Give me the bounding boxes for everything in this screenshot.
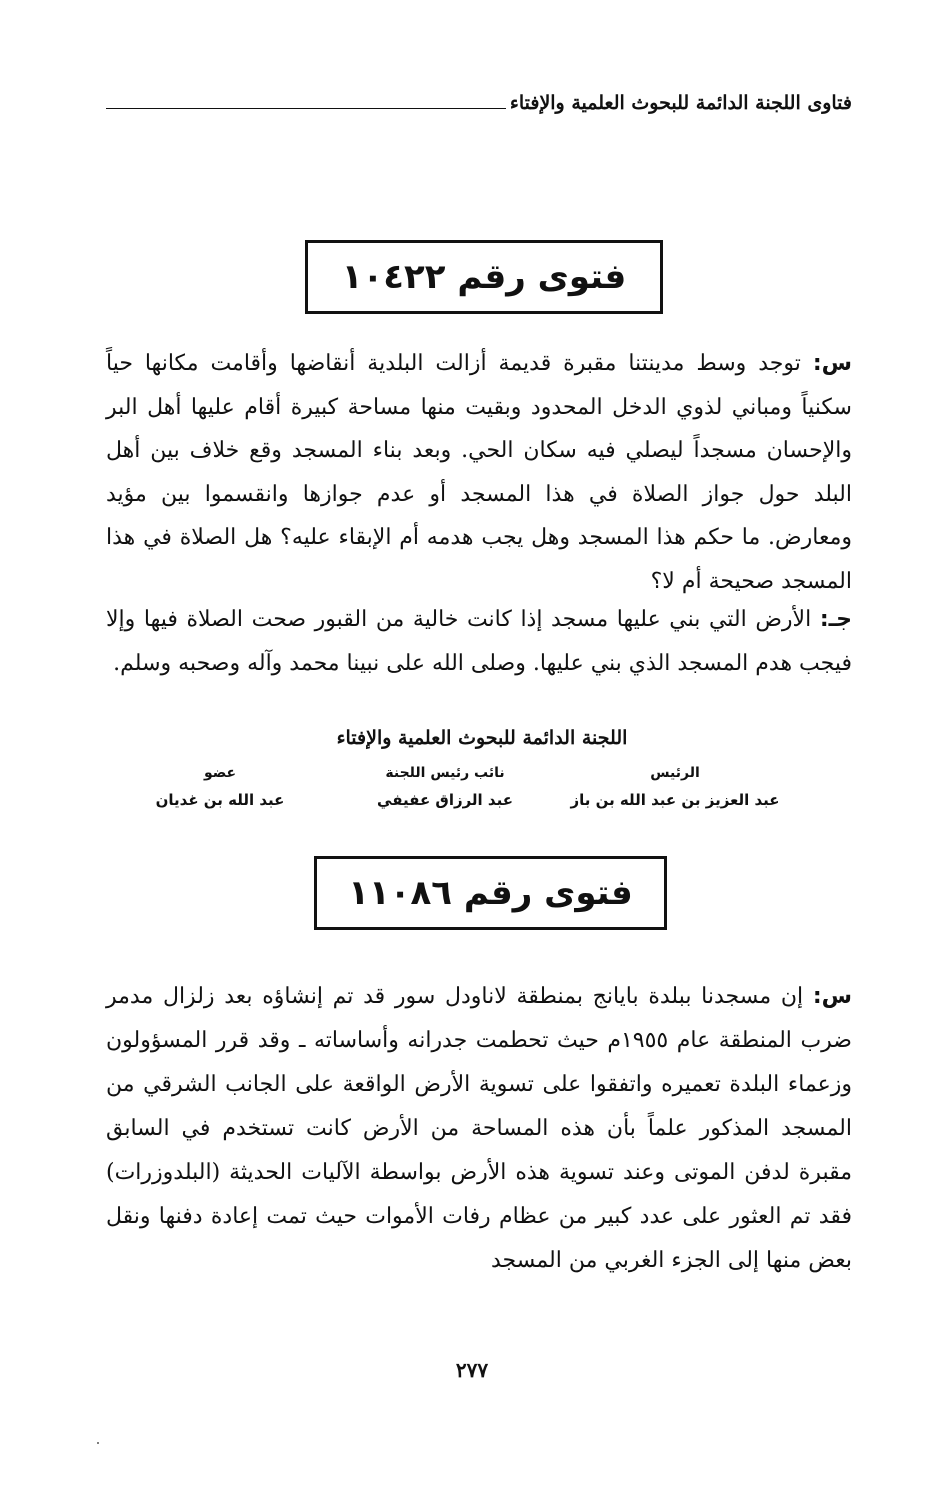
question-text: إن مسجدنا ببلدة بايانج بمنطقة لاناودل سور قد تم إنشاؤه بعد زلزال مدمر ضرب المنطقة عام ١٩٥٥م حيث تحطمت جدرانه وأساساته ـ وقد قرر المسؤولون وزعماء البلدة تعميره واتفقوا على تسوية الأرض الواقعة على الجانب الشرقي من المسجد المذكور علماً بأن هذه المساحة من الأرض كانت تستخدم في السابق مقبرة لدفن الموتى وعند تسوية هذه الأرض بواسطة الآليات الحديثة (البلدوزرات) فقد تم العثور على عدد كبير من عظام رفات الأموات حيث تمت إعادة دفنها ونقل بعض منها إلى الجزء الغربي من المسجد — [106, 984, 852, 1273]
running-header — [106, 84, 852, 114]
fatwa-1-question — [106, 342, 852, 603]
fatwa-2-question — [106, 975, 852, 1283]
answer-text: الأرض التي بني عليها مسجد إذا كانت خالية من القبور صحت الصلاة فيها وإلا فيجب هدم المسجد الذي بني عليها. وصلى الله على نبينا محمد وآله وصحبه وسلم. — [106, 607, 852, 676]
scan-speck — [97, 1442, 99, 1444]
committee-title-text: اللجنة الدائمة للبحوث العلمية والإفتاء — [336, 727, 628, 749]
fatwa-heading-box-1 — [305, 240, 663, 314]
question-marker: س: — [812, 984, 852, 1009]
fatwa-heading-2: فتوى رقم ١١٠٨٦ — [348, 873, 633, 913]
signature-president — [560, 765, 790, 825]
signatures — [110, 765, 790, 825]
fatwa-1-answer — [106, 598, 852, 685]
signature-role: الرئيس — [650, 765, 700, 781]
signature-name: عبد الله بن غديان — [155, 791, 285, 809]
header-rule — [106, 108, 506, 109]
committee-title — [0, 727, 944, 749]
signature-vice-president — [330, 765, 560, 825]
signature-name: عبد العزيز بن عبد الله بن باز — [570, 791, 780, 809]
signature-member — [110, 765, 330, 825]
running-header-title: فتاوى اللجنة الدائمة للبحوث العلمية والإفتاء — [509, 92, 852, 114]
signature-name: عبد الرزاق عفيفي — [377, 791, 513, 809]
signature-role: عضو — [203, 765, 237, 781]
question-marker: س: — [812, 351, 852, 376]
answer-marker: جـ: — [819, 607, 852, 632]
signature-role: نائب رئيس اللجنة — [385, 765, 505, 781]
question-text: توجد وسط مدينتنا مقبرة قديمة أزالت البلدية أنقاضها وأقامت مكانها حياً سكنياً ومباني لذوي الدخل المحدود وبقيت منها مساحة كبيرة أقام عليها أهل البر والإحسان مسجداً ليصلي فيه سكان الحي. وبعد بناء المسجد وقع خلاف بين أهل البلد حول جواز الصلاة في هذا المسجد أو عدم جوازها وانقسموا بين مؤيد ومعارض. ما حكم هذا المسجد وهل يجب هدمه أم الإبقاء عليه؟ هل الصلاة في هذا المسجد صحيحة أم لا؟ — [106, 351, 852, 594]
fatwa-heading-box-2 — [314, 856, 667, 930]
fatwa-heading-1: فتوى رقم ١٠٤٢٢ — [341, 257, 627, 297]
page-number: ٢٧٧ — [455, 1358, 489, 1382]
